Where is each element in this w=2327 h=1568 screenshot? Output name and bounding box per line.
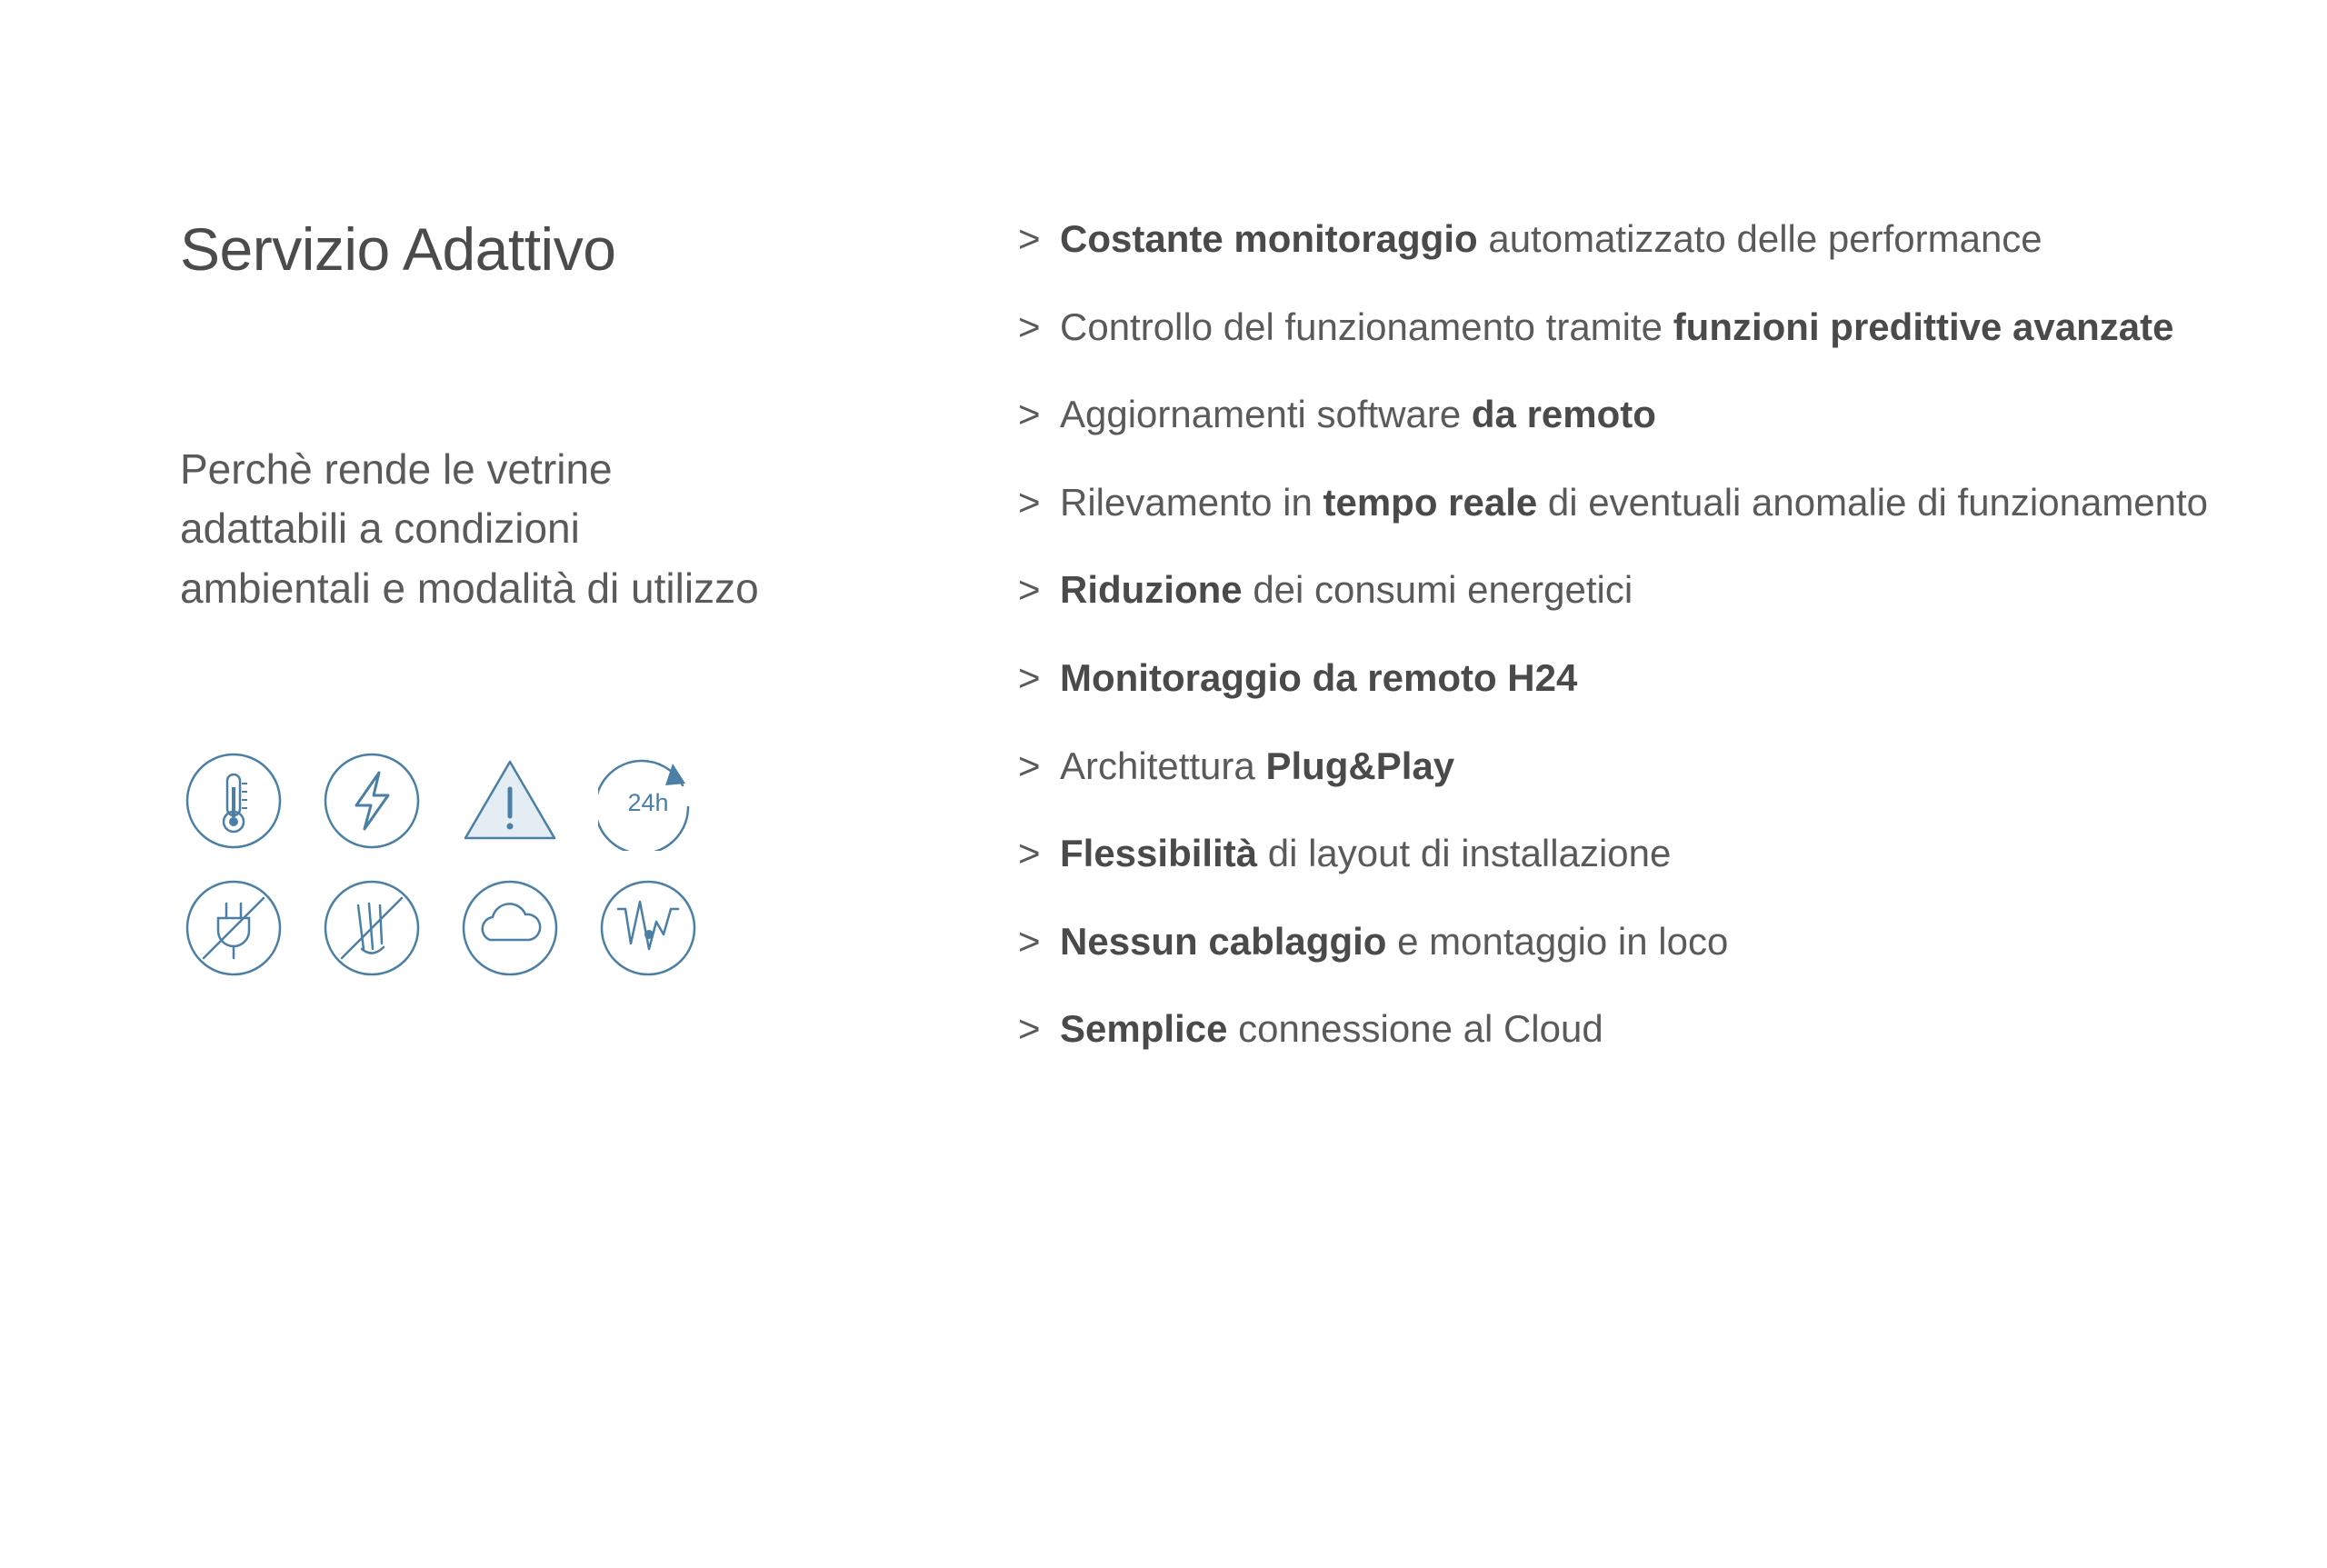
list-item [1018,390,2209,440]
lightning-bolt-icon [318,747,425,854]
bullet-marker: > [1018,832,1041,875]
bullet-rest: automatizzato delle performance [1477,217,2042,260]
bullet-lead: Riduzione [1060,568,1243,612]
thermometer-icon [180,747,287,854]
list-item [1018,478,2209,528]
bullet-rest: da remoto [1471,393,1656,436]
list-item [1018,917,2209,967]
list-item [1018,215,2209,265]
bullet-marker: > [1018,480,1041,524]
left-column [180,216,871,618]
bullet-list [1018,215,2209,1054]
bullet-text [1060,565,2209,615]
bullet-text [1060,478,2209,528]
bullet-marker: > [1018,919,1041,963]
24h-clock-icon [594,747,702,854]
page-title: Servizio Adattivo [180,215,616,283]
bullet-marker: > [1018,1007,1041,1051]
bullet-lead: Controllo del funzionamento tramite [1060,305,1673,348]
icon-24h-label: 24h [627,789,669,816]
bullet-rest: e montaggio in loco [1386,919,1729,963]
bullet-text [1060,215,2209,265]
warning-triangle-icon [456,747,564,854]
bullet-lead: Semplice [1060,1007,1228,1051]
bullet-rest: connessione al Cloud [1227,1007,1603,1051]
bullet-rest: Plug&Play [1265,744,1455,787]
bullet-lead: Monitoraggio da remoto H24 [1060,655,1578,699]
bullet-mid: tempo reale [1323,480,1538,524]
no-cable-icon [318,874,425,982]
bullet-text [1060,303,2209,353]
no-plug-icon [180,874,287,982]
bullet-text [1060,654,2209,704]
list-item [1018,303,2209,353]
monitoring-waveform-icon [594,874,702,982]
list-item [1018,829,2209,879]
bullet-marker: > [1018,393,1041,436]
cloud-icon [456,874,564,982]
bullet-text [1060,742,2209,792]
list-item [1018,1004,2209,1054]
bullet-text [1060,1004,2209,1054]
list-item [1018,742,2209,792]
icon-grid [180,747,733,1002]
bullet-lead: Aggiornamenti software [1060,393,1472,436]
bullet-lead: Architettura [1060,744,1266,787]
bullet-rest: di eventuali anomalie di funzionamento [1537,480,2209,524]
bullet-rest: funzioni predittive avanzate [1673,305,2174,348]
bullet-rest: di layout di installazione [1257,832,1672,875]
page-subtitle: Perchè rende le vetrine adattabili a condizioni ambientali e modalità di utilizzo [180,444,759,612]
bullet-rest: dei consumi energetici [1242,568,1633,612]
bullet-marker: > [1018,217,1041,260]
bullet-marker: > [1018,568,1041,612]
bullet-lead: Rilevamento in [1060,480,1323,524]
bullet-marker: > [1018,305,1041,348]
bullet-text [1060,917,2209,967]
list-item [1018,654,2209,704]
bullet-lead: Flessibilità [1060,832,1258,875]
bullet-lead: Costante monitoraggio [1060,217,1478,260]
bullet-marker: > [1018,744,1041,787]
bullet-marker: > [1018,655,1041,699]
bullet-text [1060,390,2209,440]
list-item [1018,565,2209,615]
bullet-text [1060,829,2209,879]
bullet-lead: Nessun cablaggio [1060,919,1387,963]
